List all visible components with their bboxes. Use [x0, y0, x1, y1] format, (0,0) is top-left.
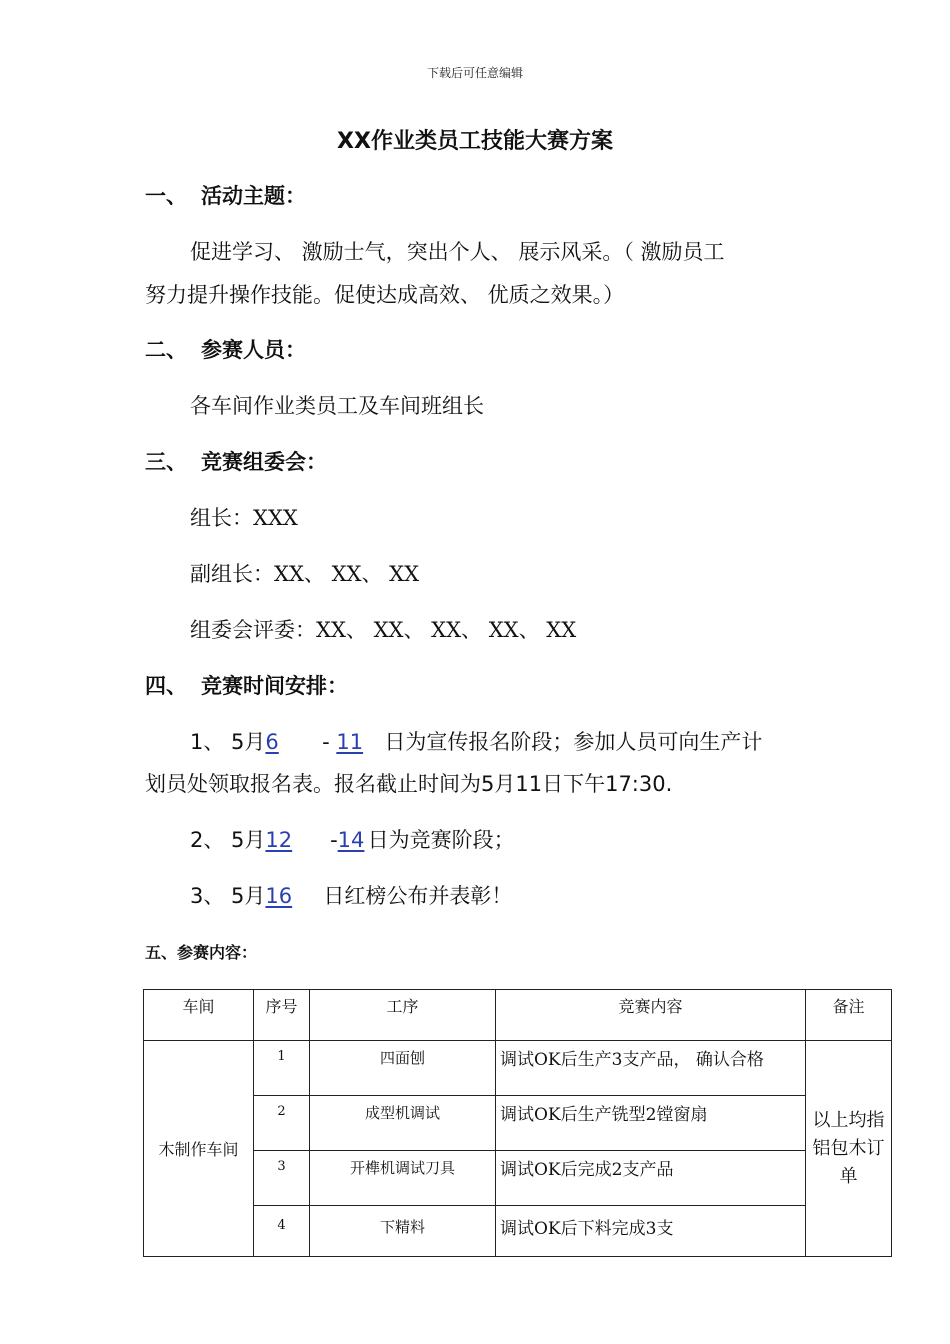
section-1-line-2: 努力提升操作技能。促使达成高效、 优质之效果。）: [145, 283, 625, 307]
schedule-item-2-end-day: 14: [337, 828, 365, 852]
schedule-item-2: [190, 824, 515, 854]
table-cell-note: 以上均指铝包木订单: [806, 1041, 892, 1257]
table-row: [144, 1041, 892, 1096]
table-cell-seq: 1: [254, 1041, 310, 1096]
table-cell-seq: 4: [254, 1206, 310, 1257]
committee-judges: [190, 614, 576, 644]
section-2-heading: [145, 334, 306, 364]
schedule-item-3-prefix: 3、 5月: [190, 884, 266, 908]
schedule-item-1-line-2: 划员处领取报名表。报名截止时间为5月11日下午17:30.: [145, 772, 673, 796]
table-header-row: [144, 990, 892, 1041]
section-1-title: 活动主题：: [201, 184, 306, 208]
schedule-item-1-sep: -: [315, 730, 337, 754]
committee-judges-value: XX、 XX、 XX、 XX、 XX: [316, 618, 577, 642]
section-4-heading: [145, 670, 348, 700]
page-header-note: 下载后可任意编辑: [426, 66, 523, 80]
table-row: [144, 1206, 892, 1257]
schedule-item-3: [190, 880, 512, 910]
schedule-item-3-day: 16: [265, 884, 293, 908]
committee-leader-label: 组长：: [190, 506, 253, 530]
committee-leader: [190, 502, 298, 532]
section-3-number: 三、: [145, 450, 187, 474]
schedule-item-2-prefix: 2、 5月: [190, 828, 266, 852]
table-header-workshop: 车间: [144, 990, 254, 1041]
section-5-title: 五、参赛内容：: [145, 943, 258, 962]
section-3-title: 竞赛组委会：: [201, 450, 327, 474]
committee-vice-leaders: [190, 558, 419, 588]
table-cell-process: 下精料: [310, 1206, 496, 1257]
table-cell-process: 成型机调试: [310, 1096, 496, 1151]
table-cell-content: 调试OK后生产铣型2镗窗扇: [496, 1096, 806, 1151]
schedule-item-2-start-day: 12: [265, 828, 293, 852]
schedule-item-1-start-day: 6: [265, 730, 279, 754]
committee-vice-value: XX、 XX、 XX: [274, 562, 420, 586]
table-cell-seq: 3: [254, 1151, 310, 1206]
section-3-heading: [145, 446, 327, 476]
table-cell-seq: 2: [254, 1096, 310, 1151]
table-header-seq: 序号: [254, 990, 310, 1041]
committee-vice-label: 副组长：: [190, 562, 274, 586]
committee-leader-value: XXX: [253, 506, 298, 530]
table-cell-content: 调试OK后下料完成3支: [496, 1206, 806, 1257]
section-2-line-1: 各车间作业类员工及车间班组长: [190, 394, 484, 418]
section-1-heading: [145, 180, 306, 210]
committee-judges-label: 组委会评委：: [190, 618, 316, 642]
table-cell-process: 四面刨: [310, 1041, 496, 1096]
contest-content-table: [143, 989, 892, 1257]
section-1-line-1: 促进学习、 激励士气，突出个人、 展示风采。（ 激励员工: [190, 240, 725, 264]
document-title: XX作业类员工技能大赛方案: [337, 129, 613, 154]
table-cell-process: 开榫机调试刀具: [310, 1151, 496, 1206]
section-4-title: 竞赛时间安排：: [201, 674, 348, 698]
schedule-item-2-rest: 日为竞赛阶段；: [367, 828, 515, 852]
schedule-item-1-rest: 日为宣传报名阶段；参加人员可向生产计: [384, 730, 763, 754]
table-header-content: 竞赛内容: [496, 990, 806, 1041]
schedule-item-1-prefix: 1、 5月: [190, 730, 266, 754]
section-1-number: 一、: [145, 184, 187, 208]
table-row: [144, 1096, 892, 1151]
section-2-title: 参赛人员：: [201, 338, 306, 362]
table-cell-workshop: 木制作车间: [144, 1041, 254, 1257]
table-row: [144, 1151, 892, 1206]
schedule-item-2-sep: -: [323, 828, 338, 852]
section-4-number: 四、: [145, 674, 187, 698]
schedule-item-3-rest: 日红榜公布并表彰！: [323, 884, 513, 908]
table-header-note: 备注: [806, 990, 892, 1041]
table-header-process: 工序: [310, 990, 496, 1041]
table-cell-content: 调试OK后生产3支产品， 确认合格: [496, 1041, 806, 1096]
schedule-item-1: [190, 726, 762, 756]
section-2-number: 二、: [145, 338, 187, 362]
schedule-item-1-end-day: 11: [336, 730, 364, 754]
table-cell-content: 调试OK后完成2支产品: [496, 1151, 806, 1206]
